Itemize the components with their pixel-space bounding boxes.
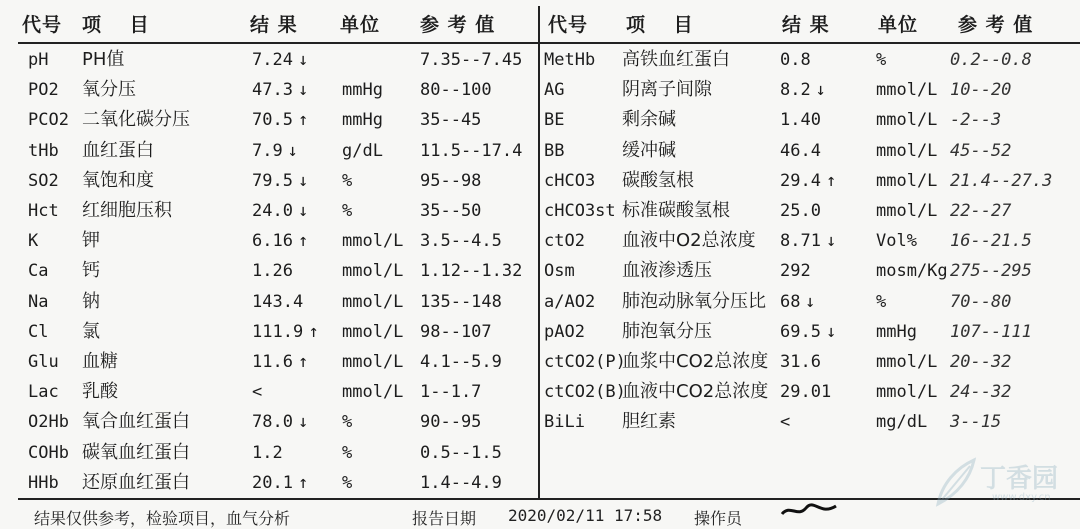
result-value: 0.8 xyxy=(780,50,811,70)
reference-range: 107--111 xyxy=(950,321,1032,342)
result-flag: ↓ xyxy=(815,80,826,101)
result-item-name: 氯 xyxy=(82,320,100,342)
result-unit: % xyxy=(342,201,353,221)
result-code: Lac xyxy=(28,382,59,403)
result-item-name: 血液中O2总浓度 xyxy=(622,230,756,252)
result-item-name: 乳酸 xyxy=(82,381,118,403)
result-flag: ↓ xyxy=(826,321,837,342)
reference-range: 4.1--5.9 xyxy=(420,352,502,372)
result-unit: % xyxy=(342,442,353,463)
reference-range: 275--295 xyxy=(950,261,1032,282)
result-code: Glu xyxy=(28,352,59,372)
result-value: 29.01 xyxy=(780,382,832,403)
result-unit: mmol/L xyxy=(876,80,938,101)
header-result-right: 结 果 xyxy=(782,14,830,36)
bottom-rule xyxy=(18,498,1080,500)
report-footer xyxy=(0,506,1080,526)
result-value: 29.4 xyxy=(780,170,821,191)
header-item-left: 项 目 xyxy=(82,14,150,36)
result-unit: mmol/L xyxy=(342,352,404,372)
result-item-name: 肺泡氧分压 xyxy=(622,320,712,342)
result-flag: ↓ xyxy=(805,291,816,312)
result-code: Osm xyxy=(544,261,575,282)
result-flag: ↓ xyxy=(298,80,309,101)
header-item-right: 项 目 xyxy=(626,14,694,36)
footer-date-value: 2020/02/11 17:58 xyxy=(508,506,663,525)
result-code: pAO2 xyxy=(544,321,585,342)
header-unit-left: 单位 xyxy=(340,14,381,36)
reference-range: 0.5--1.5 xyxy=(420,442,502,463)
result-item-name: 缓冲碱 xyxy=(622,139,676,161)
result-unit: % xyxy=(342,412,353,433)
result-unit: mmol/L xyxy=(342,261,404,282)
footer-operator-label: 操作员 xyxy=(694,509,743,528)
result-code: BB xyxy=(544,140,565,161)
result-value: 1.26 xyxy=(252,261,293,282)
result-item-name: 血液渗透压 xyxy=(622,260,712,282)
result-unit: mmHg xyxy=(342,110,383,131)
result-flag: ↓ xyxy=(298,201,309,221)
result-item-name: 血浆中CO2总浓度 xyxy=(622,351,769,372)
result-code: ctCO2(P) xyxy=(544,352,626,372)
reference-range: 135--148 xyxy=(420,291,502,312)
result-item-name: PH值 xyxy=(82,49,125,70)
result-flag: ↓ xyxy=(298,412,309,433)
result-value: 24.0 xyxy=(252,201,293,221)
result-item-name: 氧分压 xyxy=(82,79,136,101)
result-code: ctO2 xyxy=(544,231,585,252)
table-row xyxy=(0,196,1080,226)
result-item-name: 二氧化碳分压 xyxy=(82,109,190,131)
reference-range: 35--50 xyxy=(420,201,482,221)
reference-range: 11.5--17.4 xyxy=(420,140,523,161)
result-unit: mosm/Kg xyxy=(876,261,948,282)
result-unit: mmol/L xyxy=(342,382,404,403)
result-flag: ↓ xyxy=(826,231,837,252)
result-item-name: 血糖 xyxy=(82,351,118,372)
table-row xyxy=(0,105,1080,135)
result-code: Hct xyxy=(28,201,59,221)
reference-range: 3--15 xyxy=(950,412,1002,433)
reference-range: 10--20 xyxy=(950,80,1012,101)
result-unit: % xyxy=(876,291,887,312)
reference-range: 22--27 xyxy=(950,201,1012,221)
result-item-name: 钙 xyxy=(82,260,100,282)
table-row xyxy=(0,166,1080,196)
result-unit: % xyxy=(342,170,353,191)
result-value: 111.9 xyxy=(252,321,304,342)
result-value: 7.24 xyxy=(252,50,293,70)
leaf-icon xyxy=(930,454,980,510)
result-code: PO2 xyxy=(28,80,59,101)
result-code: BiLi xyxy=(544,412,585,433)
result-item-name: 血液中CO2总浓度 xyxy=(622,381,769,403)
table-row xyxy=(0,468,1080,498)
table-row xyxy=(0,136,1080,166)
result-unit: g/dL xyxy=(342,140,383,161)
result-item-name: 血红蛋白 xyxy=(82,139,154,161)
result-code: O2Hb xyxy=(28,412,69,433)
result-item-name: 碳酸氢根 xyxy=(622,169,694,191)
result-value: 68 xyxy=(780,291,801,312)
header-code-left: 代号 xyxy=(22,14,63,36)
table-row xyxy=(0,226,1080,256)
result-item-name: 红细胞压积 xyxy=(82,200,172,221)
result-value: 78.0 xyxy=(252,412,293,433)
result-code: SO2 xyxy=(28,170,59,191)
result-unit: mmol/L xyxy=(876,110,938,131)
reference-range: 70--80 xyxy=(950,291,1012,312)
result-item-name: 剩余碱 xyxy=(622,109,676,131)
result-item-name: 钠 xyxy=(82,290,100,312)
header-code-right: 代号 xyxy=(548,14,589,36)
table-row xyxy=(0,287,1080,317)
result-item-name: 标准碳酸氢根 xyxy=(622,200,730,221)
table-row xyxy=(0,45,1080,75)
header-ref-right: 参 考 值 xyxy=(958,14,1034,36)
result-code: AG xyxy=(544,80,565,101)
result-value: 70.5 xyxy=(252,110,293,131)
result-flag: ↑ xyxy=(298,472,309,493)
reference-range: 1--1.7 xyxy=(420,382,482,403)
result-code: Ca xyxy=(28,261,49,282)
reference-range: 0.2--0.8 xyxy=(950,50,1032,70)
result-code: Cl xyxy=(28,321,49,342)
result-code: ctCO2(B) xyxy=(544,382,626,403)
result-unit: mmol/L xyxy=(342,321,404,342)
result-value: < xyxy=(252,382,263,403)
result-value: 292 xyxy=(780,261,811,282)
table-row xyxy=(0,317,1080,347)
reference-range: 16--21.5 xyxy=(950,231,1032,252)
reference-range: 1.4--4.9 xyxy=(420,472,502,493)
result-value: 47.3 xyxy=(252,80,293,101)
result-flag: ↓ xyxy=(298,170,309,191)
result-code: COHb xyxy=(28,442,69,463)
table-row xyxy=(0,75,1080,105)
result-item-name: 氧饱和度 xyxy=(82,169,154,191)
result-unit: mmol/L xyxy=(342,291,404,312)
result-code: HHb xyxy=(28,472,59,493)
result-item-name: 高铁血红蛋白 xyxy=(622,49,730,70)
result-unit: mmol/L xyxy=(876,140,938,161)
result-unit: % xyxy=(342,472,353,493)
result-value: 79.5 xyxy=(252,170,293,191)
result-code: pH xyxy=(28,50,49,70)
result-item-name: 胆红素 xyxy=(622,411,676,433)
result-unit: mg/dL xyxy=(876,412,928,433)
reference-range: 24--32 xyxy=(950,382,1012,403)
result-flag: ↑ xyxy=(308,321,319,342)
reference-range: -2--3 xyxy=(950,110,1002,131)
result-item-name: 氧合血红蛋白 xyxy=(82,411,190,433)
result-unit: % xyxy=(876,50,887,70)
result-value: 8.2 xyxy=(780,80,811,101)
result-code: a/AO2 xyxy=(544,291,596,312)
result-value: 20.1 xyxy=(252,472,293,493)
result-code: tHb xyxy=(28,140,59,161)
watermark-text: 丁香园 xyxy=(980,464,1059,494)
table-row xyxy=(0,347,1080,377)
reference-range: 1.12--1.32 xyxy=(420,261,523,282)
result-value: 11.6 xyxy=(252,352,293,372)
reference-range: 90--95 xyxy=(420,412,482,433)
header-result-left: 结 果 xyxy=(250,14,298,36)
reference-range: 80--100 xyxy=(420,80,492,101)
result-item-name: 阴离子间隙 xyxy=(622,79,712,101)
result-value: 1.40 xyxy=(780,110,821,131)
table-row xyxy=(0,377,1080,407)
result-value: 1.2 xyxy=(252,442,283,463)
footer-date-label: 报告日期 xyxy=(412,509,477,528)
result-flag: ↓ xyxy=(287,140,298,161)
result-unit: Vol% xyxy=(876,231,917,252)
result-code: BE xyxy=(544,110,565,131)
reference-range: 35--45 xyxy=(420,110,482,131)
result-unit: mmol/L xyxy=(876,201,938,221)
result-value: 8.71 xyxy=(780,231,821,252)
result-item-name: 碳氧血红蛋白 xyxy=(82,441,190,463)
table-row xyxy=(0,407,1080,437)
result-code: Na xyxy=(28,291,49,312)
header-rule xyxy=(18,42,1080,44)
result-unit: mmHg xyxy=(342,80,383,101)
result-code: MetHb xyxy=(544,50,596,70)
result-value: 69.5 xyxy=(780,321,821,342)
reference-range: 20--32 xyxy=(950,352,1012,372)
result-value: 46.4 xyxy=(780,140,821,161)
result-unit: mmol/L xyxy=(876,352,938,372)
watermark-url: www.dxy.cn xyxy=(992,492,1051,503)
reference-range: 7.35--7.45 xyxy=(420,50,523,70)
result-value: 7.9 xyxy=(252,140,283,161)
result-flag: ↑ xyxy=(298,110,309,131)
result-item-name: 还原血红蛋白 xyxy=(82,471,190,493)
table-row xyxy=(0,438,1080,468)
result-unit: mmol/L xyxy=(876,382,938,403)
result-value: 6.16 xyxy=(252,231,293,252)
result-code: cHCO3 xyxy=(544,170,596,191)
result-value: 31.6 xyxy=(780,352,821,372)
result-flag: ↓ xyxy=(298,50,309,70)
result-code: cHCO3st xyxy=(544,201,616,221)
header-unit-right: 单位 xyxy=(878,14,919,36)
result-flag: ↑ xyxy=(298,231,309,252)
result-value: 143.4 xyxy=(252,291,304,312)
result-value: 25.0 xyxy=(780,201,821,221)
result-item-name: 钾 xyxy=(82,230,100,252)
result-flag: ↑ xyxy=(298,352,309,372)
result-unit: mmol/L xyxy=(876,170,938,191)
reference-range: 95--98 xyxy=(420,170,482,191)
footer-disclaimer: 结果仅供参考，检验项目，血气分析 xyxy=(34,509,291,528)
operator-signature xyxy=(780,500,840,527)
result-flag: ↑ xyxy=(826,170,837,191)
reference-range: 21.4--27.3 xyxy=(950,170,1053,191)
result-unit: mmol/L xyxy=(342,231,404,252)
result-code: K xyxy=(28,231,39,252)
result-value: < xyxy=(780,412,791,433)
reference-range: 3.5--4.5 xyxy=(420,231,502,252)
table-row xyxy=(0,256,1080,286)
reference-range: 98--107 xyxy=(420,321,492,342)
result-item-name: 肺泡动脉氧分压比 xyxy=(622,290,766,312)
result-code: PCO2 xyxy=(28,110,69,131)
header-ref-left: 参 考 值 xyxy=(420,14,496,36)
watermark-logo xyxy=(930,454,1070,514)
result-unit: mmHg xyxy=(876,321,917,342)
reference-range: 45--52 xyxy=(950,140,1012,161)
